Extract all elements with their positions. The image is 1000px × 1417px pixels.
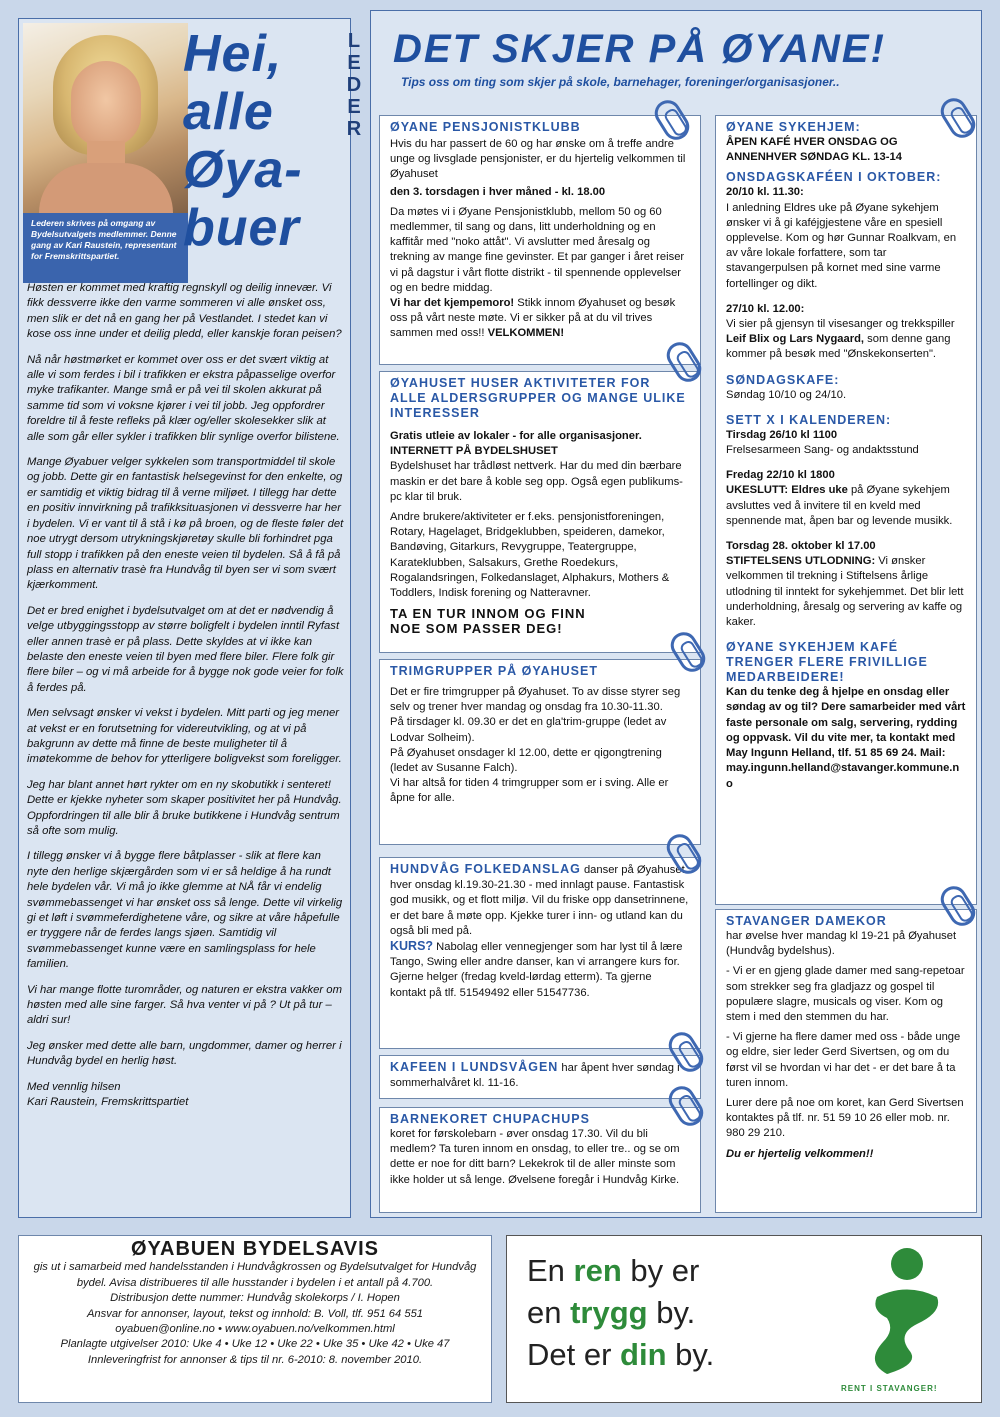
events-title: DET SKJER PÅ ØYANE!	[393, 27, 886, 71]
leader-headline: Hei, alle Øya- buer	[183, 25, 303, 257]
masthead-links: oyabuen@online.no • www.oyabuen.no/velkommen.html	[115, 1323, 395, 1336]
box-pensjonistklubb: ØYANE PENSJONISTKLUBB Hvis du har passert de 60 og har ønske om å treffe andre unge og livsglade pensjonister, er du hjertelig velkommen til Øyahuset den 3. torsdagen i hver måned - kl. 18.00 Da møtes vi i Øyane Pensjonistklubb, mellom 50 og 60 medlemmer, til sang og dans, litt underholdning og en kaffitår med "noko attåt". Vi avslutter med åresalg og trekning av mange fine gevinster. Et par ganger i året reiser vi på dagstur i vårt flotte distrikt - til spennende opplevelser og en bedre middag. Vi har det kjempemoro! Stikk innom Øyahuset og besøk oss på vårt neste møte. Vi er sikker på at du vil trives sammen med oss!! VELKOMMEN!	[379, 115, 701, 365]
masthead-title: ØYABUEN BYDELSAVIS	[130, 1238, 380, 1260]
box-folkedanslag: HUNDVÅG FOLKEDANSLAG danser på Øyahuset hver onsdag kl.19.30-21.30 - med innlagt pause. Fantastisk god musikk, og et flott miljø. Vil du friske opp dansetrinnene, er det bare å møte opp. Kjekke turer i inn- og utland kan du også bli med på. KURS? Nabolag eller vennegjenger som har lyst til å lære Tango, Swing eller andre danser, kan vi arrangere kurs for. Gjerne helger (fredag kveld-lørdag etterm). Ta gjerne kontakt på tlf. 51549492 eller 51547736.	[379, 857, 701, 1049]
leder-letter: R	[346, 118, 362, 140]
leder-letter: L	[347, 30, 361, 52]
photo-caption: Lederen skrives på omgang av Bydelsutvalgets medlemmer. Denne gang av Kari Raustein, representant for Fremskrittspartiet.	[23, 213, 188, 283]
box-oyahuset: ØYAHUSET HUSER AKTIVITETER FOR ALLE ALDERSGRUPPER OG MANGE ULIKE INTERESSER Gratis utleie av lokaler - for alle organisasjoner. INTERNETT PÅ BYDELSHUSET Bydelshuset har trådløst nettverk. Har du med din bærbare maskin er det bare å koble seg opp. Også egen publikums-pc klar til bruk. Andre brukere/aktiviteter er f.eks. pensjonistforeningen, Rotary, Hagelaget, Bridgeklubben, speideren, damekor, Bandøving, Gitarkurs, Revygruppe, Teatergruppe, Karateklubben, Salsakurs, Grethe Roedekurs, Rogalandsringen, Folkedanslaget, Alphakurs, Mothers & Toddlers, Indisk forening og Natteravner. TA EN TUR INNOM OG FINN NOE SOM PASSER DEG!	[379, 371, 701, 653]
events-section	[370, 10, 982, 1218]
leder-letter: D	[346, 74, 362, 96]
box-damekor: STAVANGER DAMEKOR har øvelse hver mandag kl 19-21 på Øyahuset (Hundvåg bydelshus). - Vi er en gjeng glade damer med sang-repetoar som strekker seg fra gladjazz og gospel til populære slagre, musicals og viser. Kom og stem i med den stemmen du har. - Vi gjerne ha flere damer med oss - både unge og eldre, sier leder Gerd Sivertsen, og om du først vil se hvordan vi har det - er det bare å ta turen innom. Lurer dere på noe om koret, kan Gerd Sivertsen kontaktes på tlf. nr. 51 59 10 26 eller mob. nr. 980 29 210. Du er hjertelig velkommen!!	[715, 909, 977, 1213]
leader-column	[18, 18, 351, 1218]
leder-letter: E	[347, 96, 361, 118]
box-barnekoret: BARNEKORET CHUPACHUPS koret for førskolebarn - øver onsdag 17.30. Vil du bli medlem? Ta turen innom en onsdag, to eller tre.. og se om dette er noe for ditt barn? Lekekrok til de aller minste som ikke holder ut så lenge. Øvelsene foregår i Hundvåg Kirke.	[379, 1107, 701, 1213]
ad-slogan: En ren by er en trygg by. Det er din by.	[527, 1253, 715, 1372]
leder-letter: E	[347, 52, 361, 74]
box-trimgrupper: TRIMGRUPPER PÅ ØYAHUSET Det er fire trimgrupper på Øyahuset. To av disse styrer seg selv og trener hver mandag og onsdag fra 10.30-11.30. På tirsdager kl. 09.30 er det en gla'trim-gruppe (ledet av Lodvar Solheim). På Øyahuset onsdager kl 12.00, dette er qigongtrening (ledet av Susanne Falch). Vi har altså for tiden 4 trimgrupper som er i sving. Alle er åpne for alle.	[379, 659, 701, 845]
ad-box	[506, 1235, 982, 1403]
box-sykehjem: ØYANE SYKEHJEM: ÅPEN KAFÉ HVER ONSDAG OG ANNENHVER SØNDAG KL. 13-14 ONSDAGSKAFÉEN I OKTOBER: 20/10 kl. 11.30: I anledning Eldres uke på Øyane sykehjem ønsker vi å gi kaféjgjestene våre en spesiell opplevelse. Kom og hør Gunnar Roalkvam, en av våre lokale forfattere, som tar stavangerpulsen på kornet med sine varme fortellinger og dikt. 27/10 kl. 12.00: Vi sier på gjensyn til visesanger og trekkspiller Leif Blix og Lars Nygaard, som denne gang kommer på besøk med "Ønskekonserten". SØNDAGSKAFE: Søndag 10/10 og 24/10. SETT X I KALENDEREN: Tirsdag 26/10 kl 1100 Frelsesarmeen Sang- og andaktsstund Fredag 22/10 kl 1800 UKESLUTT: Eldres uke på Øyane sykehjem avsluttes ved å invitere til en kveld med spennende mat, åpen bar og levende musikk. Torsdag 28. oktober kl 17.00 STIFTELSENS UTLODNING: Vi ønsker velkommen til trekning i Stiftelsens årlige utlodning til inntekt for sykehjemmet. Det blir lett underholdning, åresalg og servering av kaffe og kaker. ØYANE SYKEHJEM KAFÉ TRENGER FLERE FRIVILLIGE MEDARBEIDERE! Kan du tenke deg å hjelpe en onsdag eller søndag av og til? Dere samarbeider med vårt faste personale om salg, servering, rydding og oppvask. Vil du vite mer, ta kontakt med May Ingunn Helland, tlf. 51 85 69 24. Mail: may.ingunn.helland@stavanger.kommune.no	[715, 115, 977, 905]
events-subtitle: Tips oss om ting som skjer på skole, barnehager, foreninger/organisasjoner..	[401, 75, 840, 89]
logo-text: RENT I STAVANGER!	[841, 1384, 938, 1393]
leader-text: Høsten er kommet med kraftig regnskyll og deilig innevær. Vi fikk dessverre ikke den varme sommeren vi alle ønsket oss, men slik er det nå en gang her på Vestlandet. I stedet kan vi kose oss inne under et deilig pledd, eller kanskje foran peisen? Nå når høstmørket er kommet over oss er det svært viktig at alle vi som ferdes i bil i trafikken er ekstra påpasselige overfor myke trafikanter. Mange små er på vei til skolen akkurat på samme tid som vi voksne kjører i vei til jobb. Jeg oppfordrer foreldre til å feste refleks på klær og/eller skolesekker slik at alle som går eller sykler i trafikken blir synlige overfor bilistene. Mange Øyabuer velger sykkelen som transportmiddel til skole og jobb. Dette gir en fantastisk helsegevinst for den enkelte, og er samtidig et viktig bidrag til å verne miljøet. I tillegg har dette en positiv innvirkning på trafikksituasjonen vi dessverre har her i bydelen. Vi er vant til å stå i kø på broen, og de fleste føler det noe utrygt dersom utrykningskjøretøy skulle bli forhindret pga full stopp i trafikken på den eneste veien til bydelen. Så å få på plass en alternativ trasè fra Hundvåg til byen ser vi som svært kjærkomment. Det er bred enighet i bydelsutvalget om at det er nødvendig å velge utbyggingsstopp av større boligfelt i bydelen inntil Ryfast eller annen trasè er på plass. Dette skyldes at vi ikke kan belaste den eneste veien til byen med flere biler. Flere folk gir flere biler – og vi må arbeide for å bygge nok gode veier for folk å ferdes på. Men selvsagt ønsker vi vekst i bydelen. Mitt parti og jeg mener at vekst er en forutsetning for videreutvikling, og at vi på bakgrunn av dette må finne de beste muligheter til å imøtekomme de behov for ytterligere boligvekst som foreligger. Jeg har blant annet hørt rykter om en ny skobutikk i senteret! Dette er kjekke nyheter som skaper positivitet her på Hundvåg. Oppfordringen til alle blir å bruke butikkene i Hundvåg sentrum så ofte som mulig. I tillegg ønsker vi å bygge flere båtplasser - slik at flere kan nyte den herlige skjærgården som vi er så heldige å ha rundt hele bydelen vår. Vi må jo ikke glemme at NÅ får vi endelig svømmebassenget vi har ønsket oss så lenge. Dette vil virkelig gi et løft i svømmeferdighetene våre, og sikre at våre håpefulle er tryggere når de ferdes langs sjøen. Samtidig vil svømmebassenget kunne være en samlingsplass for hele familien. Vi har mange flotte turområder, og naturen er ekstra vakker om høsten med alle sine farger. Så hva venter vi på ? Ut på tur – aldri sur! Jeg ønsker med dette alle barn, ungdommer, damer og herrer i Hundvåg bydel en herlig høst. Med vennlig hilsen Kari Raustein, Fremskrittspartiet	[27, 282, 344, 1109]
vertical-leder-label	[340, 30, 368, 140]
author-photo	[23, 23, 188, 219]
masthead-box: ØYABUEN BYDELSAVIS gis ut i samarbeid med handelsstanden i Hundvågkrossen og Bydelsutvalget for Hundvåg bydel. Avisa distribueres til alle husstander i bydelen i et antall på 4.700. Distribusjon dette nummer: Hundvåg skolekorps / I. Hopen Ansvar for annonser, layout, tekst og innhold: B. Voll, tlf. 951 64 551 oyabuen@online.no • www.oyabuen.no/velkommen.html Planlagte utgivelser 2010: Uke 4 • Uke 12 • Uke 22 • Uke 35 • Uke 42 • Uke 47 Innleveringfrist for annonser & tips til nr. 6-2010: 8. november 2010.	[18, 1235, 492, 1403]
box-kafeen: KAFEEN I LUNDSVÅGEN har åpent hver søndag i sommerhalvåret kl. 11-16.	[379, 1055, 701, 1099]
rent-i-stavanger-logo	[847, 1242, 967, 1392]
